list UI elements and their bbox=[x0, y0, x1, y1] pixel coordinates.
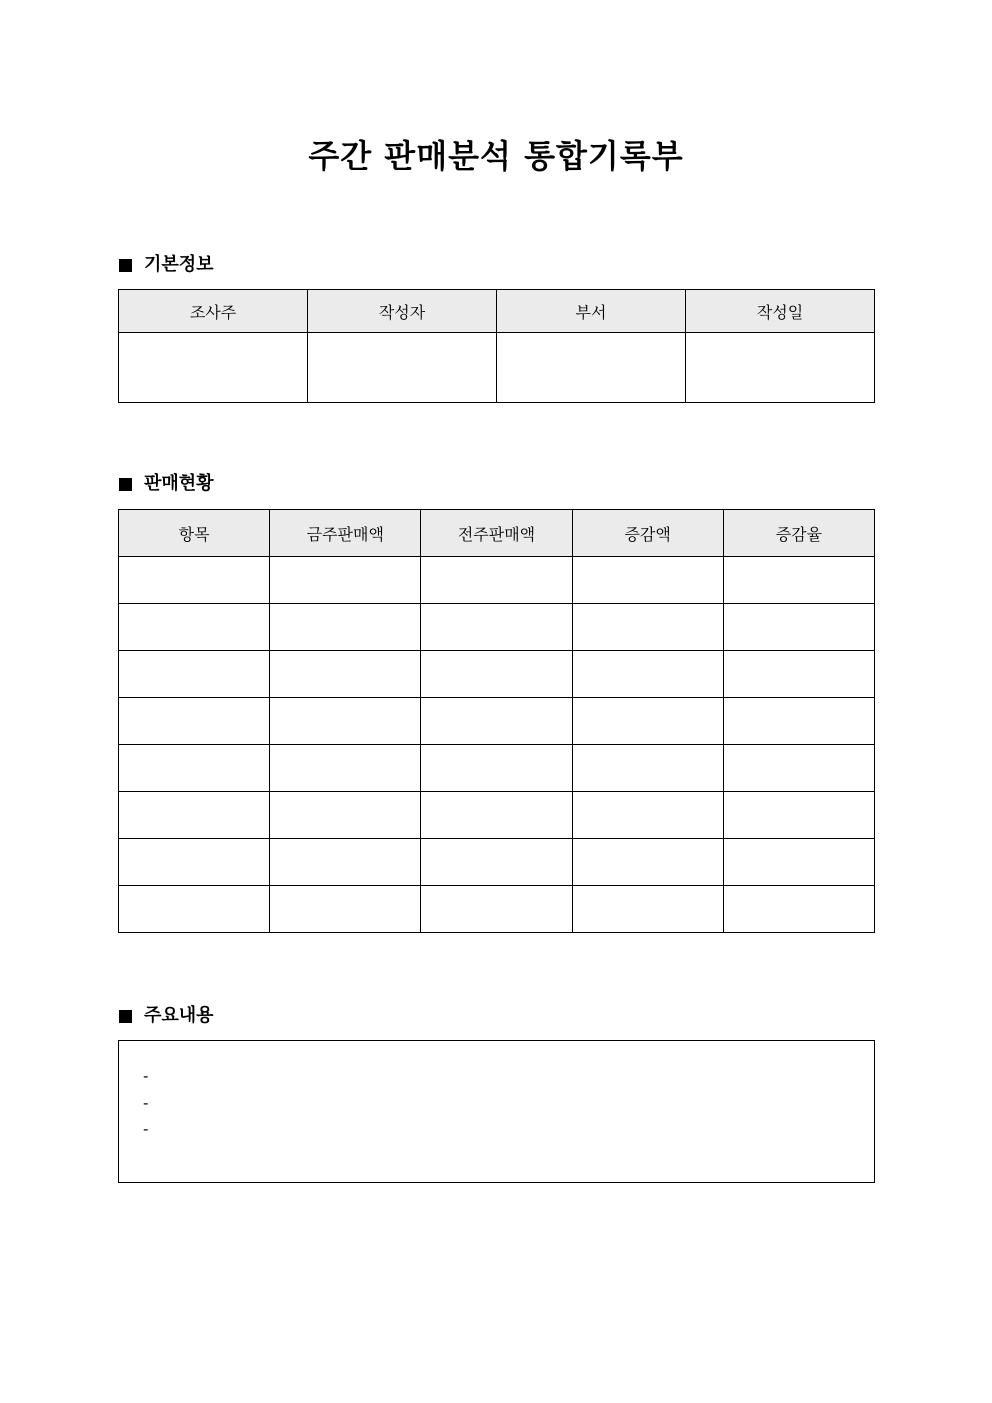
last-week-sales-cell[interactable] bbox=[421, 651, 572, 698]
this-week-sales-cell[interactable] bbox=[270, 698, 421, 745]
change-amount-cell[interactable] bbox=[572, 557, 723, 604]
last-week-sales-cell[interactable] bbox=[421, 745, 572, 792]
this-week-sales-cell[interactable] bbox=[270, 745, 421, 792]
list-item[interactable]: - bbox=[143, 1067, 149, 1085]
key-content-list bbox=[119, 1041, 874, 1143]
table-row bbox=[119, 333, 875, 403]
last-week-sales-cell[interactable] bbox=[421, 839, 572, 886]
column-header-date: 작성일 bbox=[686, 290, 875, 333]
square-bullet-icon bbox=[119, 1010, 132, 1023]
change-rate-cell[interactable] bbox=[723, 745, 874, 792]
list-item[interactable]: - bbox=[143, 1120, 149, 1138]
this-week-sales-cell[interactable] bbox=[270, 792, 421, 839]
item-cell[interactable] bbox=[119, 604, 270, 651]
item-cell[interactable] bbox=[119, 698, 270, 745]
sales-table-body bbox=[119, 557, 875, 933]
change-rate-cell[interactable] bbox=[723, 557, 874, 604]
change-amount-cell[interactable] bbox=[572, 839, 723, 886]
page-title: 주간 판매분석 통합기록부 bbox=[308, 137, 684, 175]
table-row bbox=[119, 745, 875, 792]
table-row bbox=[119, 698, 875, 745]
square-bullet-icon bbox=[119, 478, 132, 491]
this-week-sales-cell[interactable] bbox=[270, 886, 421, 933]
basic-info-heading-label: 기본정보 bbox=[144, 254, 214, 275]
column-header-change-rate: 증감율 bbox=[723, 510, 874, 557]
item-cell[interactable] bbox=[119, 886, 270, 933]
basic-info-heading bbox=[119, 253, 214, 277]
this-week-sales-cell[interactable] bbox=[270, 557, 421, 604]
column-header-department: 부서 bbox=[497, 290, 686, 333]
change-amount-cell[interactable] bbox=[572, 792, 723, 839]
table-row bbox=[119, 839, 875, 886]
table-header-row bbox=[119, 290, 875, 333]
author-cell[interactable] bbox=[308, 333, 497, 403]
item-cell[interactable] bbox=[119, 651, 270, 698]
change-amount-cell[interactable] bbox=[572, 886, 723, 933]
sales-status-table bbox=[118, 509, 875, 933]
table-row bbox=[119, 886, 875, 933]
date-cell[interactable] bbox=[686, 333, 875, 403]
this-week-sales-cell[interactable] bbox=[270, 604, 421, 651]
sales-status-heading bbox=[119, 472, 214, 496]
change-rate-cell[interactable] bbox=[723, 839, 874, 886]
survey-week-cell[interactable] bbox=[119, 333, 308, 403]
square-bullet-icon bbox=[119, 259, 132, 272]
key-content-heading bbox=[119, 1004, 214, 1028]
item-cell[interactable] bbox=[119, 792, 270, 839]
change-amount-cell[interactable] bbox=[572, 745, 723, 792]
change-amount-cell[interactable] bbox=[572, 604, 723, 651]
item-cell[interactable] bbox=[119, 745, 270, 792]
item-cell[interactable] bbox=[119, 557, 270, 604]
last-week-sales-cell[interactable] bbox=[421, 886, 572, 933]
table-row bbox=[119, 792, 875, 839]
last-week-sales-cell[interactable] bbox=[421, 557, 572, 604]
this-week-sales-cell[interactable] bbox=[270, 651, 421, 698]
last-week-sales-cell[interactable] bbox=[421, 792, 572, 839]
sales-status-heading-label: 판매현황 bbox=[144, 473, 214, 494]
basic-info-table bbox=[118, 289, 875, 403]
department-cell[interactable] bbox=[497, 333, 686, 403]
column-header-last-week-sales: 전주판매액 bbox=[421, 510, 572, 557]
column-header-item: 항목 bbox=[119, 510, 270, 557]
column-header-change-amount: 증감액 bbox=[572, 510, 723, 557]
change-rate-cell[interactable] bbox=[723, 792, 874, 839]
change-rate-cell[interactable] bbox=[723, 651, 874, 698]
item-cell[interactable] bbox=[119, 839, 270, 886]
key-content-heading-label: 주요내용 bbox=[144, 1005, 214, 1026]
change-amount-cell[interactable] bbox=[572, 698, 723, 745]
last-week-sales-cell[interactable] bbox=[421, 698, 572, 745]
change-amount-cell[interactable] bbox=[572, 651, 723, 698]
last-week-sales-cell[interactable] bbox=[421, 604, 572, 651]
change-rate-cell[interactable] bbox=[723, 604, 874, 651]
change-rate-cell[interactable] bbox=[723, 698, 874, 745]
column-header-survey-week: 조사주 bbox=[119, 290, 308, 333]
key-content-box[interactable] bbox=[118, 1040, 875, 1183]
change-rate-cell[interactable] bbox=[723, 886, 874, 933]
list-item[interactable]: - bbox=[143, 1093, 149, 1112]
column-header-this-week-sales: 금주판매액 bbox=[270, 510, 421, 557]
column-header-author: 작성자 bbox=[308, 290, 497, 333]
table-header-row bbox=[119, 510, 875, 557]
this-week-sales-cell[interactable] bbox=[270, 839, 421, 886]
table-row bbox=[119, 651, 875, 698]
table-row bbox=[119, 604, 875, 651]
table-row bbox=[119, 557, 875, 604]
